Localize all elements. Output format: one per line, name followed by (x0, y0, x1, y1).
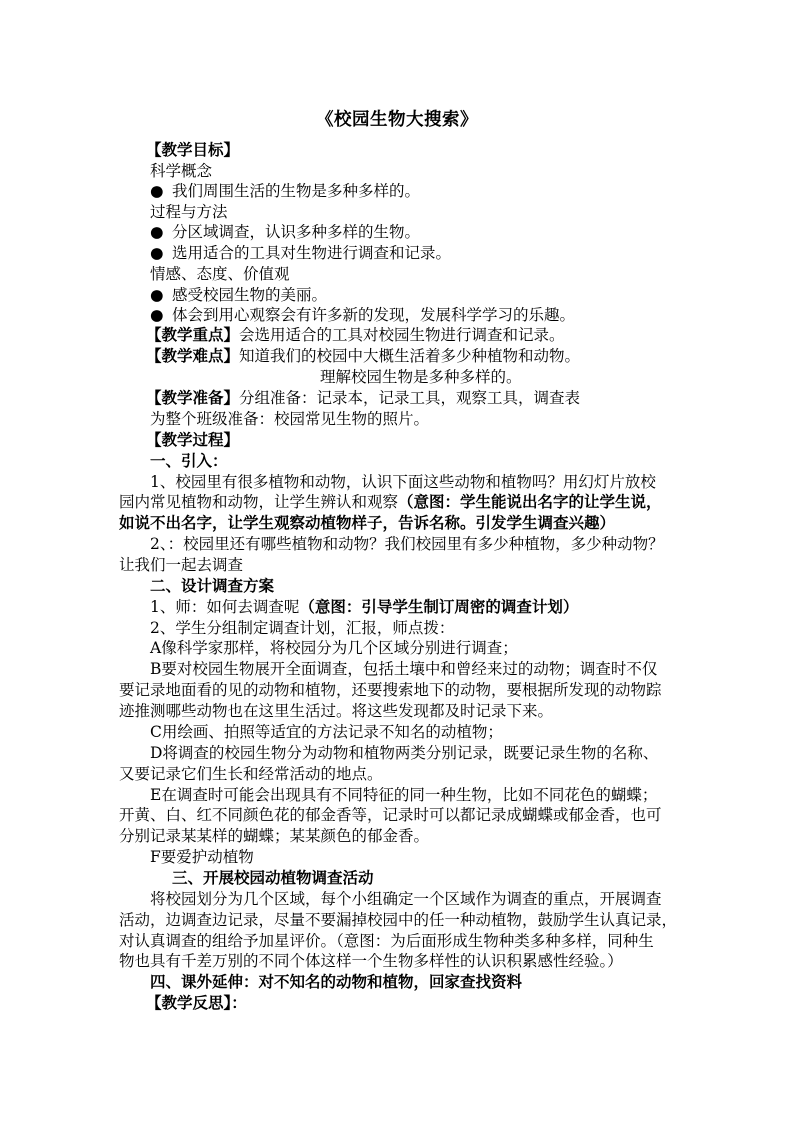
key-point-text: 会选用适合的工具对校园生物进行调查和记录。 (239, 326, 565, 344)
list-item-a: A像科学家那样，将校园分为几个区域分别进行调查； (150, 639, 518, 657)
section-2-heading: 二、设计调查方案 (150, 576, 275, 595)
bullet-icon: ● (150, 182, 164, 200)
section-4-heading: 四、课外延伸：对不知名的动物和植物，回家查找资料 (150, 972, 523, 991)
bullet-icon: ● (150, 306, 164, 324)
paragraph-line: 让我们一起去调查 (119, 556, 244, 574)
process-label: 过程与方法 (150, 203, 228, 221)
preparation (146, 388, 580, 408)
list-item-d: D将调查的校园生物分为动物和植物两类分别记录，既要记录生物的名称、 (150, 744, 659, 762)
difficulty (146, 346, 580, 366)
list-item-c: C用绘画、拍照等适宜的方法记录不知名的动植物； (150, 723, 503, 741)
paragraph-line: 1、校园里有很多植物和动物，认识下面这些动物和植物吗？用幻灯片放校 (150, 473, 656, 491)
attitude-label: 情感、态度、价值观 (150, 265, 290, 283)
reflection-heading: 【教学反思】： (146, 993, 247, 1012)
list-item-b: 迹推测哪些动物也在这里生活过。将这些发现都及时记录下来。 (119, 702, 554, 720)
paragraph-line: 2、学生分组制定调查计划，汇报，师点拨： (150, 619, 455, 637)
section-1-heading: 一、引入： (150, 451, 228, 470)
difficulty-text: 知道我们的校园中大概生活着多少种植物和动物。 (239, 347, 581, 365)
attitude-item: ● 体会到用心观察会有许多新的发现，发展科学学习的乐趣。 (150, 306, 576, 324)
section-3-heading: 三、开展校园动植物调查活动 (172, 868, 374, 887)
document-title: 《校园生物大搜索》 (316, 110, 478, 130)
paragraph-line: 将校园划分为几个区域，每个小组确定一个区域作为调查的重点，开展调查 (150, 890, 662, 908)
list-item-f: F要爱护动植物 (150, 848, 254, 866)
paragraph-line: 活动，边调查边记录，尽量不要漏掉校园中的任一种动植物，鼓励学生认真记录， (119, 911, 678, 929)
paragraph-line: 2、：校园里还有哪些植物和动物？我们校园里有多少种植物，多少种动物？ (150, 535, 664, 553)
process-item: ● 选用适合的工具对生物进行调查和记录。 (150, 244, 452, 262)
preparation-text: 分组准备：记录本，记录工具，观察工具，调查表 (239, 389, 581, 407)
preparation-text-2: 为整个班级准备：校园常见生物的照片。 (150, 410, 430, 428)
attitude-item: ● 感受校园生物的美丽。 (150, 286, 328, 304)
paragraph-line: 1、师：如何去调查呢（意图：引导学生制订周密的调查计划） (150, 597, 579, 616)
process-item: ● 分区域调查，认识多种多样的生物。 (150, 223, 421, 241)
paragraph-line: 园内常见植物和动物，让学生辨认和观察（意图：学生能说出名字的让学生说， (119, 492, 662, 511)
bullet-icon: ● (150, 244, 164, 262)
concept-item: ● 我们周围生活的生物是多种多样的。 (150, 182, 421, 200)
list-item-b: B要对校园生物展开全面调查，包括土壤中和曾经来过的动物；调查时不仅 (150, 660, 658, 678)
concept-label: 科学概念 (150, 162, 213, 180)
paragraph-line: 对认真调查的组给予加星评价。（意图：为后面形成生物种类多种多样，同种生 (119, 932, 654, 950)
key-point (146, 325, 565, 345)
list-item-b: 要记录地面看的见的动物和植物，还要搜索地下的动物，要根据所发现的动物踪 (119, 681, 662, 699)
intent-note: 如说不出名字，让学生观察动植物样子，告诉名称。引发学生调查兴趣） (119, 513, 616, 532)
preparation-label: 【教学准备】 (146, 388, 240, 407)
list-item-e: 分别记录某某样的蝴蝶；某某颜色的郁金香。 (119, 827, 430, 845)
bullet-icon: ● (150, 286, 164, 304)
objectives-heading: 【教学目标】 (146, 140, 240, 159)
process-heading: 【教学过程】 (146, 430, 240, 449)
intent-note: （意图：引导学生制订周密的调查计划） (299, 597, 579, 616)
intent-note: （意图：学生能说出名字的让学生说， (398, 492, 662, 511)
key-point-label: 【教学重点】 (146, 325, 240, 344)
paragraph-line: 物也具有千差万别的不同个体这样一个生物多样性的认识积累感性经验。） (119, 952, 623, 970)
bullet-icon: ● (150, 223, 164, 241)
list-item-d: 又要记录它们生长和经常活动的地点。 (119, 765, 383, 783)
difficulty-text-2: 理解校园生物是多种多样的。 (320, 368, 522, 386)
list-item-e: E在调查时可能会出现具有不同特征的同一种生物，比如不同花色的蝴蝶； (150, 786, 658, 804)
list-item-e: 开黄、白、红不同颜色花的郁金香等，记录时可以都记录成蝴蝶或郁金香，也可 (119, 806, 662, 824)
difficulty-label: 【教学难点】 (146, 346, 240, 365)
